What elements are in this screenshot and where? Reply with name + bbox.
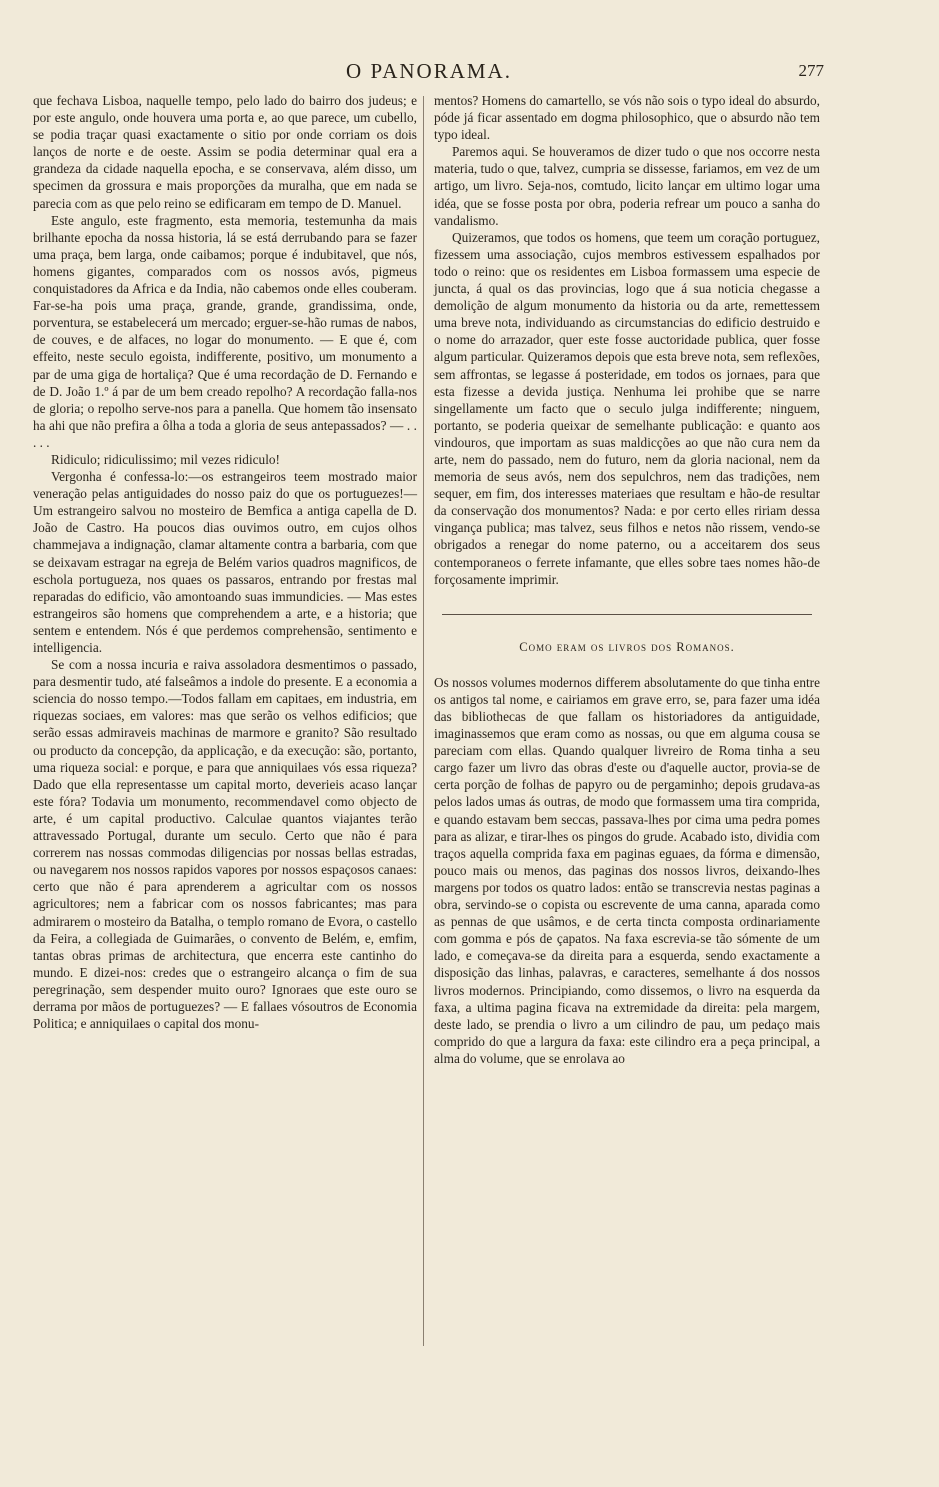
paragraph: Paremos aqui. Se houveramos de dizer tudo o que nos occorre nesta materia, tudo o que, talvez, cumpria se dissesse, fariamos, em vez de um artigo, um livro. Seja-nos, comtudo, licito lançar em ultimo logar uma idéa, que se fosse posta por obra, poderia refrear um pouco a sanha do vandalismo.	[434, 144, 820, 228]
section-separator	[442, 614, 812, 615]
right-column	[434, 92, 820, 1067]
paragraph: Vergonha é confessa-lo:—os estrangeiros teem mostrado maior veneração pelas antiguidades do nosso paiz do que os portuguezes!—Um estrangeiro salvou no mosteiro de Bemfica a antiga capella de D. João de Castro. Ha poucos dias ouvimos outro, em cujos olhos chammejava a indignação, clamar altamente contra a barbaria, com que se deixavam estragar na egreja de Belém varios quadros magnificos, de eschola portugueza, nos quaes os passaros, entrando por frestas mal reparadas do edificio, vão amontoando suas immundicies. — Mas estes estrangeiros são homens que comprehendem a arte, e a historia; que sentem e entendem. Nós é que perdemos comprehensão, sentimento e intelligencia.	[33, 469, 417, 655]
running-head	[34, 58, 824, 84]
paragraph: mentos? Homens do camartello, se vós não sois o typo ideal do absurdo, póde já ficar assentado em dogma philosophico, que o absurdo não tem typo ideal.	[434, 93, 820, 143]
paragraph: Quizeramos, que todos os homens, que teem um coração portuguez, fizessem uma associação, cujos membros estivessem espalhados por todo o reino: que os residentes em Lisboa formassem uma especie de juncta, á qual os das provincias, logo que á sua noticia chegasse a demolição de algum monumento da historia ou da arte, remettessem uma breve nota, individuando as circumstancias do edificio destruido e o nome do arrazador, quer este fosse auctoridade publica, quer fosse algum particular. Quizeramos depois que esta breve nota, sem reflexões, sem affrontas, se legasse á posteridade, em todos os jornaes, para que esta fizesse a devida justiça. Nenhuma lei prohibe que se narre singellamente um facto que o seculo julga indifferente; ninguem, portanto, se poderia queixar de semelhante publicação: e quanto aos vindouros, que importam as suas maldicções ao que não cura nem da arte, nem do passado, nem do futuro, nem da gloria nacional, nem da memoria de seus avós, nem dos sepulchros, nem das tradições, nem sequer, em fim, dos interesses materiaes que resultam e hão-de resultar da conservação dos monumentos? Nada: e por certo elles ririam dessa vingança publica; mas talvez, seus filhos e netos não rissem, vendo-se obrigados a renegar do nome paterno, ou a acceitarem dos seus contemporaneos o ferrete infamante, que elles sobre taes nomes hão-de forçosamente imprimir.	[434, 229, 820, 587]
page-title: O PANORAMA.	[346, 59, 512, 83]
paragraph: que fechava Lisboa, naquelle tempo, pelo lado do bairro dos judeus; e por este angulo, onde houvera uma porta e, ao que parece, um cubello, se podia traçar quasi exactamente o sitio por onde corriam os dois lanços de norte e de oeste. Assim se podia determinar qual era a grandeza da cidade naquella epocha, e se conservava, além disso, um specimen da grossura e mais proporções da muralha, que em nada se parecia com as que pelo reino se edificaram em tempo de D. Manuel.	[33, 93, 417, 211]
page-number: 277	[798, 61, 824, 80]
paragraph: Este angulo, este fragmento, esta memoria, testemunha da mais brilhante epocha da nossa historia, lá se está derrubando para se fazer uma praça, bem larga, onde caibamos; porque é indubitavel, que nós, homens gigantes, comparados com os nossos avós, pigmeus conquistadores da Africa e da India, não cabemos onde elles couberam. Far-se-ha pois uma praça, grande, grande, grandissima, onde, porventura, se estabelecerá um mercado; erguer-se-hão rumas de nabos, de couves, e de alfaces, no logar do monumento. — E que é, com effeito, neste seculo egoista, indifferente, positivo, um monumento a par de uma giga de hortaliça? Que é uma recordação de D. Fernando e de D. João 1.º á par de um bem creado repolho? A recordação falla-nos de gloria; o repolho serve-nos para a panella. Que homem tão insensato ha ahi que não prefira a ôlha a toda a gloria de seus antepassados? — . . . . .	[33, 212, 417, 450]
paragraph: Os nossos volumes modernos differem absolutamente do que tinha entre os antigos tal nome, e cairiamos em grave erro, se, para fazer uma idéa das bibliothecas de que fallam os historiadores da antiguidade, imaginassemos que eram como as nossas, ou que em alguma cousa se pareciam com ellas. Quando qualquer livreiro de Roma tinha a seu cargo fazer um livro das obras d'este ou d'aquelle auctor, provia-se de certa porção de folhas de papyro ou de pergaminho; depois grudava-as pelos lados umas ás outras, de modo que formassem uma tira comprida, e quando estavam bem seccas, passava-lhes por cima uma pedra pomes para as alizar, e tirar-lhes os pingos do grude. Acabado isto, dividia com traços aquella comprida faxa em paginas eguaes, da fórma e dimensão, pouco mais ou menos, das paginas dos nossos livros, deixando-lhes margens por todos os quatro lados: então se transcrevia nestas paginas a obra, servindo-se o copista ou escrevente de uma canna, aparada como as pennas de que usâmos, e de certa tincta composta ordinariamente com gomma e pós de çapatos. Na faxa escrevia-se tão sómente de um lado, e começava-se da direita para a esquerda, sendo exactamente a disposição das linhas, palavras, e caracteres, semelhante á dos nossos livros modernos. Principiando, como dissemos, o livro na esquerda da faxa, a ultima pagina ficava na extremidade da direita: pela margem, deste lado, se prendia o livro a um cilindro de pau, um pedaço mais comprido do que a largura da faxa: este cilindro era a peça principal, a alma do volume, que se enrolava ao	[434, 674, 820, 1066]
column-divider	[423, 96, 424, 1346]
left-column	[33, 92, 417, 1032]
paragraph: Se com a nossa incuria e raiva assoladora desmentimos o passado, para desmentir tudo, até falseâmos a indole do presente. E a economia a sciencia do nosso tempo.—Todos fallam em capitaes, em industria, em riquezas sociaes, em valores: mas que serão os velhos edificios; que serão essas admiraveis machinas de marmore e granito? São resultado ou producto da concepção, da applicação, e da execução: são, portanto, uma riqueza social: e porque, e para que anniquilaes vós essa riqueza? Dado que ella representasse um capital morto, deverieis acaso lançar este fóra? Todavia um monumento, recommendavel como objecto de arte, é um capital productivo. Calculae quantos viajantes terão attravessado Portugal, durante um seculo. Certo que não é para correrem nas nossas commodas diligencias por nossas bellas estradas, ou navegarem nos nossos rapidos vapores por nossos espaçosos canaes: certo que não é para aprenderem a agricultar com os nossos agricultores; nem a fabricar com os nossos fabricantes; mas para admirarem o mosteiro da Batalha, o templo romano de Evora, o castello da Feira, a collegiada de Guimarães, o convento de Belém, e, emfim, tantas obras primas de architectura, que encerra este cantinho do mundo. E dizei-nos: credes que o estrangeiro alcança o fim de sua peregrinação, sem despender muito ouro? Ignoraes que este ouro se derrama por mãos de portuguezes? — E fallaes vósoutros de Economia Politica; e anniquilaes o capital dos monu-	[33, 657, 417, 1032]
section-title: Como eram os livros dos Romanos.	[519, 639, 735, 654]
paragraph: Ridiculo; ridiculissimo; mil vezes ridiculo!	[51, 451, 280, 467]
